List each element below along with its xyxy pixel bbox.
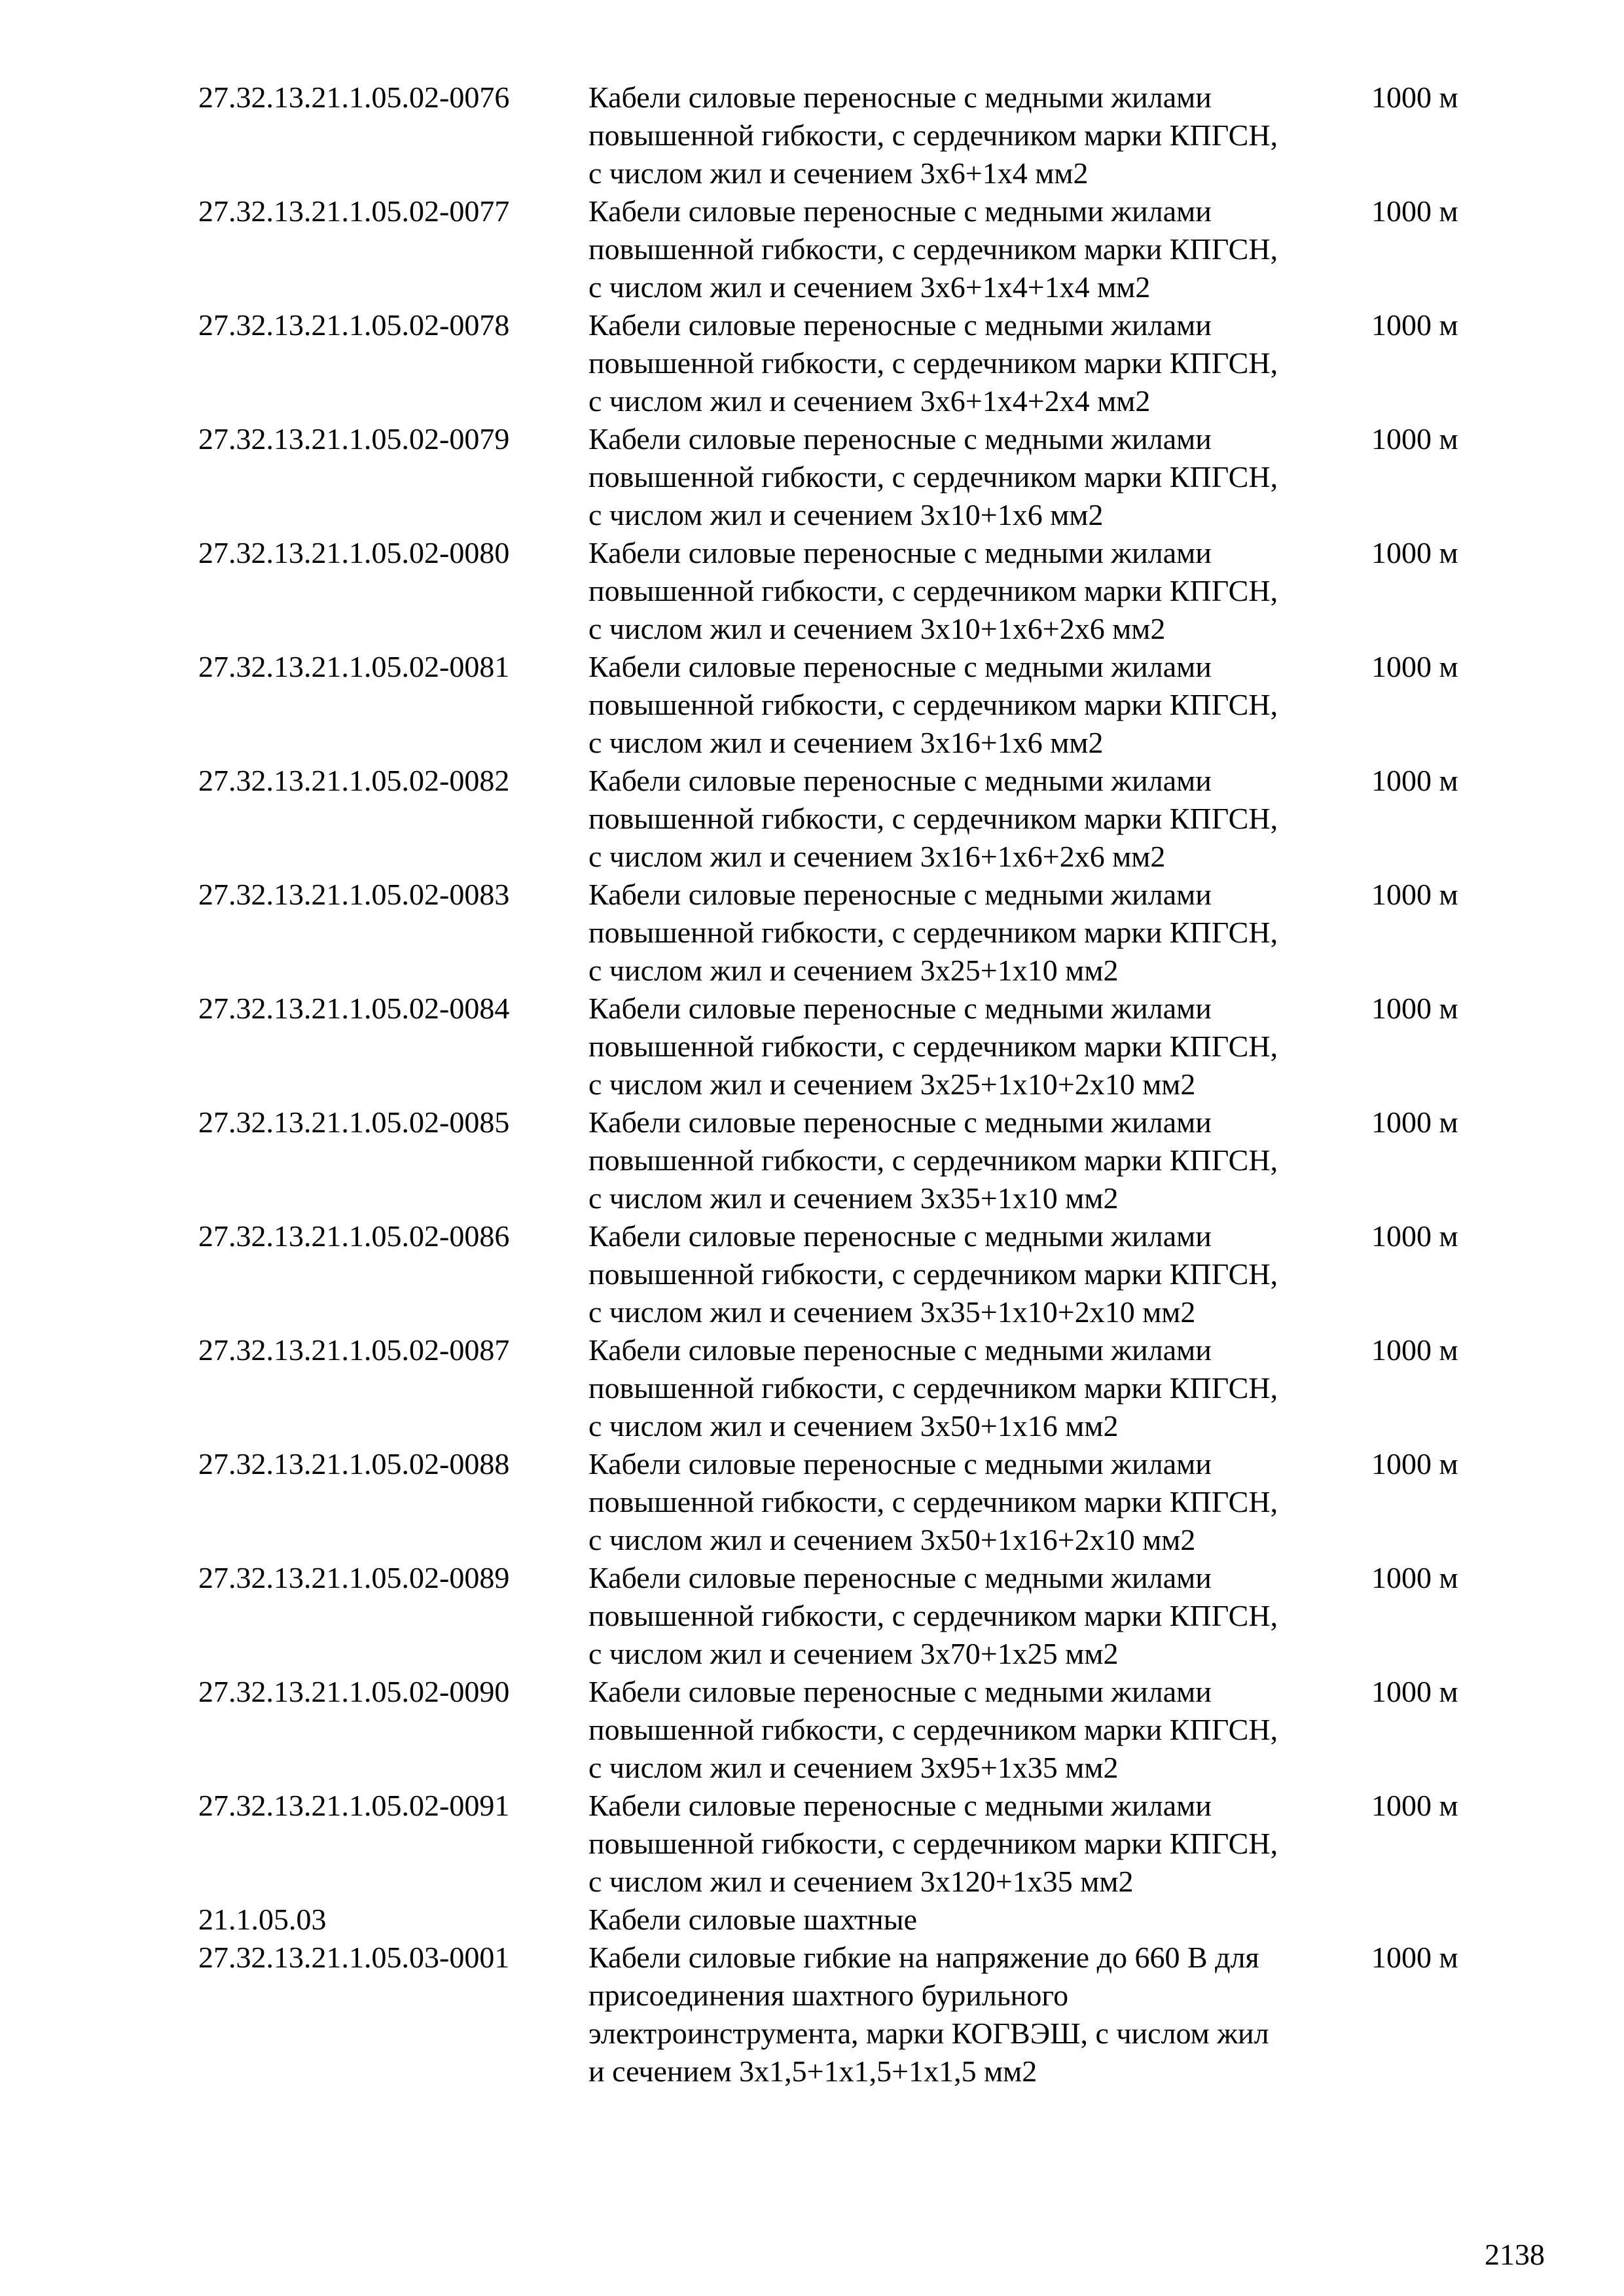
description-line: повышенной гибкости, с сердечником марки КПГСН,: [588, 1827, 1278, 1860]
resource-catalog-table: [198, 79, 1494, 2090]
entry-description: [588, 762, 1371, 876]
description-line: повышенной гибкости, с сердечником марки КПГСН,: [588, 1030, 1278, 1063]
entry-unit: 1000 м: [1371, 1219, 1458, 1253]
description-line: электроинструмента, марки КОГВЭШ, с числом жил: [588, 2017, 1269, 2050]
entry-unit: 1000 м: [1371, 1941, 1458, 1974]
description-line: повышенной гибкости, с сердечником марки КПГСН,: [588, 1257, 1278, 1291]
description-line: Кабели силовые переносные с медными жилами: [588, 308, 1212, 342]
entry-unit: 1000 м: [1371, 1447, 1458, 1480]
entry-unit: 1000 м: [1371, 650, 1458, 683]
description-line: Кабели силовые переносные с медными жилами: [588, 878, 1212, 911]
entry-unit: 1000 м: [1371, 194, 1458, 228]
description-line: с числом жил и сечением 3х6+1х4+1х4 мм2: [588, 270, 1151, 304]
catalog-entry: [198, 1559, 1494, 1673]
entry-unit: 1000 м: [1371, 764, 1458, 797]
entry-unit: 1000 м: [1371, 81, 1458, 114]
catalog-entry: [198, 534, 1494, 648]
description-line: Кабели силовые переносные с медными жилами: [588, 1789, 1212, 1822]
catalog-entry: [198, 1331, 1494, 1445]
entry-code: 27.32.13.21.1.05.02-0085: [198, 1105, 510, 1139]
entry-code: 27.32.13.21.1.05.02-0078: [198, 308, 510, 342]
description-line: повышенной гибкости, с сердечником марки КПГСН,: [588, 1713, 1278, 1746]
description-line: повышенной гибкости, с сердечником марки КПГСН,: [588, 574, 1278, 607]
description-line: повышенной гибкости, с сердечником марки КПГСН,: [588, 346, 1278, 380]
entry-description: [588, 1901, 1371, 1939]
entry-description: [588, 876, 1371, 990]
description-line: с числом жил и сечением 3х120+1х35 мм2: [588, 1865, 1134, 1898]
entry-code: 27.32.13.21.1.05.02-0081: [198, 650, 510, 683]
entry-code: 21.1.05.03: [198, 1903, 327, 1936]
description-line: повышенной гибкости, с сердечником марки КПГСН,: [588, 802, 1278, 835]
entry-description: [588, 1939, 1371, 2090]
description-line: с числом жил и сечением 3х25+1х10+2х10 мм2: [588, 1067, 1196, 1101]
entry-description: [588, 1559, 1371, 1673]
entry-code: 27.32.13.21.1.05.02-0086: [198, 1219, 510, 1253]
entry-unit: 1000 м: [1371, 308, 1458, 342]
entry-description: [588, 534, 1371, 648]
description-line: Кабели силовые переносные с медными жилами: [588, 536, 1212, 569]
description-line: Кабели силовые переносные с медными жилами: [588, 764, 1212, 797]
description-line: Кабели силовые гибкие на напряжение до 660 В для: [588, 1941, 1259, 1974]
description-line: с числом жил и сечением 3х16+1х6 мм2: [588, 726, 1104, 759]
description-line: Кабели силовые переносные с медными жилами: [588, 1447, 1212, 1480]
catalog-entry: [198, 192, 1494, 306]
description-line: Кабели силовые переносные с медными жилами: [588, 81, 1212, 114]
catalog-entry: [198, 420, 1494, 534]
entry-unit: 1000 м: [1371, 992, 1458, 1025]
entry-code: 27.32.13.21.1.05.02-0083: [198, 878, 510, 911]
entry-description: [588, 1673, 1371, 1787]
entry-unit: 1000 м: [1371, 1675, 1458, 1708]
description-line: повышенной гибкости, с сердечником марки КПГСН,: [588, 1599, 1278, 1632]
description-line: Кабели силовые переносные с медными жилами: [588, 1675, 1212, 1708]
description-line: с числом жил и сечением 3х6+1х4 мм2: [588, 156, 1089, 190]
description-line: повышенной гибкости, с сердечником марки КПГСН,: [588, 1485, 1278, 1518]
entry-description: [588, 990, 1371, 1103]
entry-description: [588, 648, 1371, 762]
entry-description: [588, 1331, 1371, 1445]
catalog-entry: [198, 1217, 1494, 1331]
description-line: Кабели силовые переносные с медными жилами: [588, 992, 1212, 1025]
catalog-entry: [198, 648, 1494, 762]
description-line: Кабели силовые переносные с медными жилами: [588, 1561, 1212, 1594]
description-line: Кабели силовые переносные с медными жилами: [588, 650, 1212, 683]
entry-description: [588, 420, 1371, 534]
entry-code: 27.32.13.21.1.05.02-0091: [198, 1789, 510, 1822]
description-line: Кабели силовые переносные с медными жилами: [588, 194, 1212, 228]
entry-description: [588, 1103, 1371, 1217]
entry-unit: 1000 м: [1371, 422, 1458, 456]
description-line: с числом жил и сечением 3х95+1х35 мм2: [588, 1751, 1119, 1784]
description-line: повышенной гибкости, с сердечником марки КПГСН,: [588, 1143, 1278, 1177]
description-line: с числом жил и сечением 3х70+1х25 мм2: [588, 1637, 1119, 1670]
page-number: 2138: [1485, 2238, 1545, 2271]
catalog-entry: [198, 306, 1494, 420]
description-line: присоединения шахтного бурильного: [588, 1979, 1069, 2012]
entry-code: 27.32.13.21.1.05.03-0001: [198, 1941, 510, 1974]
entry-description: [588, 306, 1371, 420]
description-line: Кабели силовые переносные с медными жилами: [588, 1333, 1212, 1367]
entry-unit: 1000 м: [1371, 1561, 1458, 1594]
entry-code: 27.32.13.21.1.05.02-0087: [198, 1333, 510, 1367]
description-line: с числом жил и сечением 3х35+1х10 мм2: [588, 1181, 1119, 1215]
entry-unit: 1000 м: [1371, 536, 1458, 569]
entry-code: 27.32.13.21.1.05.02-0080: [198, 536, 510, 569]
catalog-entry: [198, 1673, 1494, 1787]
description-line: с числом жил и сечением 3х16+1х6+2х6 мм2: [588, 840, 1166, 873]
entry-description: [588, 1445, 1371, 1559]
description-line: Кабели силовые переносные с медными жилами: [588, 422, 1212, 456]
entry-description: [588, 192, 1371, 306]
description-line: с числом жил и сечением 3х10+1х6 мм2: [588, 498, 1104, 531]
catalog-entry: [198, 1939, 1494, 2090]
description-line: с числом жил и сечением 3х50+1х16 мм2: [588, 1409, 1119, 1443]
description-line: повышенной гибкости, с сердечником марки КПГСН,: [588, 118, 1278, 152]
entry-code: 27.32.13.21.1.05.02-0089: [198, 1561, 510, 1594]
catalog-entry: [198, 1445, 1494, 1559]
entry-description: [588, 1217, 1371, 1331]
entry-code: 27.32.13.21.1.05.02-0079: [198, 422, 510, 456]
catalog-entry: [198, 1787, 1494, 1901]
catalog-entry: [198, 990, 1494, 1103]
entry-unit: 1000 м: [1371, 1333, 1458, 1367]
entry-description: [588, 1787, 1371, 1901]
description-line: Кабели силовые переносные с медными жилами: [588, 1219, 1212, 1253]
entry-code: 27.32.13.21.1.05.02-0077: [198, 194, 510, 228]
description-line: повышенной гибкости, с сердечником марки КПГСН,: [588, 232, 1278, 266]
description-line: с числом жил и сечением 3х10+1х6+2х6 мм2: [588, 612, 1166, 645]
description-line: повышенной гибкости, с сердечником марки КПГСН,: [588, 688, 1278, 721]
catalog-entry: [198, 1103, 1494, 1217]
entry-code: 27.32.13.21.1.05.02-0076: [198, 81, 510, 114]
entry-code: 27.32.13.21.1.05.02-0084: [198, 992, 510, 1025]
catalog-entry: [198, 876, 1494, 990]
catalog-entry: [198, 1901, 1494, 1939]
catalog-entry: [198, 762, 1494, 876]
entry-description: [588, 79, 1371, 192]
description-line: повышенной гибкости, с сердечником марки КПГСН,: [588, 1371, 1278, 1405]
description-line: Кабели силовые переносные с медными жилами: [588, 1105, 1212, 1139]
description-line: Кабели силовые шахтные: [588, 1903, 918, 1936]
catalog-entry: [198, 79, 1494, 192]
description-line: с числом жил и сечением 3х35+1х10+2х10 мм2: [588, 1295, 1196, 1329]
description-line: с числом жил и сечением 3х25+1х10 мм2: [588, 954, 1119, 987]
description-line: повышенной гибкости, с сердечником марки КПГСН,: [588, 916, 1278, 949]
entry-unit: 1000 м: [1371, 878, 1458, 911]
entry-code: 27.32.13.21.1.05.02-0088: [198, 1447, 510, 1480]
entry-code: 27.32.13.21.1.05.02-0090: [198, 1675, 510, 1708]
description-line: и сечением 3х1,5+1х1,5+1х1,5 мм2: [588, 2054, 1038, 2088]
description-line: повышенной гибкости, с сердечником марки КПГСН,: [588, 460, 1278, 493]
entry-code: 27.32.13.21.1.05.02-0082: [198, 764, 510, 797]
entry-unit: 1000 м: [1371, 1105, 1458, 1139]
entry-unit: 1000 м: [1371, 1789, 1458, 1822]
description-line: с числом жил и сечением 3х50+1х16+2х10 мм2: [588, 1523, 1196, 1556]
description-line: с числом жил и сечением 3х6+1х4+2х4 мм2: [588, 384, 1151, 418]
